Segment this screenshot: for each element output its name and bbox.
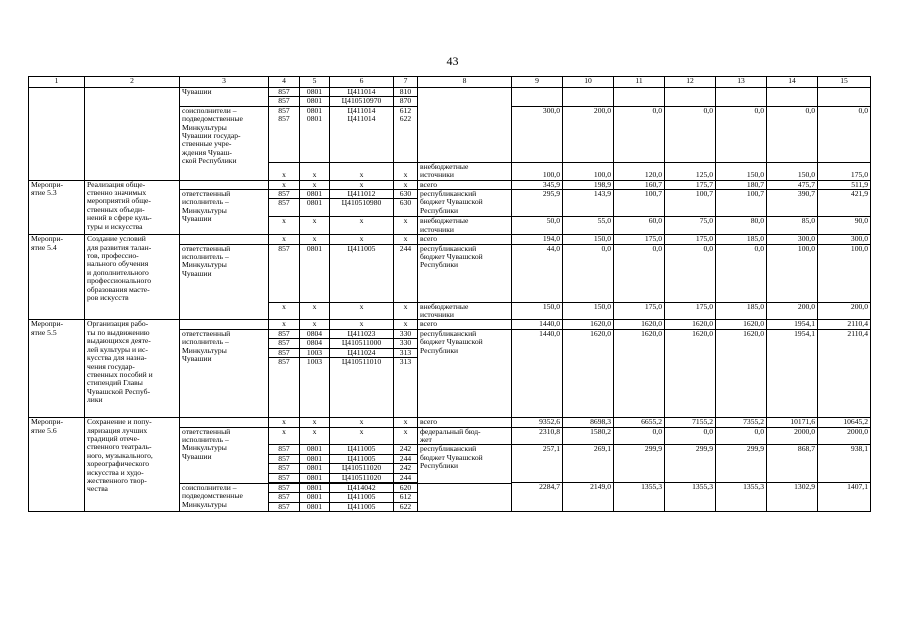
code-line: Ц411014 [347,114,376,124]
value-cell: 2110,4 [818,320,871,329]
grbs-code: x [269,217,300,235]
value-cell: 175,0 [665,235,716,244]
value-cell [767,88,818,107]
value-cell [614,88,665,107]
value-cell: 160,7 [614,180,665,189]
value-cell: 300,0 [767,235,818,244]
target-item-code: Ц410510980 [330,199,394,217]
code-line: 0801 [306,106,323,115]
column-header: 7 [394,77,418,88]
column-header: 14 [767,77,818,88]
expense-type-code: 242 [394,445,418,454]
section-code: 0804 [300,339,330,348]
value-cell: 75,0 [665,217,716,235]
executor-cell: Чувашии [180,88,269,107]
value-cell: 868,7 [767,445,818,483]
value-cell: 100,0 [563,162,614,180]
value-cell: 0,0 [665,244,716,302]
grbs-code: 857 [269,339,300,348]
expense-type-code: 244 [394,454,418,463]
section-code: 0801 [300,445,330,454]
value-cell: 200,0 [563,106,614,162]
grbs-code: 857 [269,88,300,97]
value-cell: 2000,0 [767,427,818,445]
value-cell: 8698,3 [563,418,614,427]
column-header: 12 [665,77,716,88]
expense-type-code: 620 [394,483,418,492]
value-cell: 1355,3 [665,482,716,511]
executor-cell [180,320,269,329]
source-cell: всего [418,418,512,427]
target-item-code: x [330,302,394,320]
expense-type-code: x [394,427,418,445]
source-cell [418,88,512,163]
target-item-code: Ц410511020 [330,473,394,482]
value-cell: 1620,0 [563,320,614,329]
value-cell: 1355,3 [716,482,767,511]
value-cell: 475,7 [767,180,818,189]
column-header: 10 [563,77,614,88]
value-cell [665,88,716,107]
table-row [29,418,871,427]
budget-table [28,76,871,512]
section-code: 0801 [300,483,330,492]
value-cell [818,88,871,107]
column-header: 5 [300,77,330,88]
column-header: 4 [269,77,300,88]
grbs-code: 857 [269,493,300,502]
section-code: x [300,162,330,180]
value-cell: 150,0 [767,162,818,180]
value-cell: 125,0 [665,162,716,180]
value-cell: 0,0 [767,106,818,162]
source-cell: внебюджетные источники [418,302,512,320]
expense-type-code: 810 [394,88,418,97]
value-cell: 390,7 [767,190,818,217]
activity-id-cell: Меропри- ятие 5.3 [29,180,85,235]
expense-type-code: 330 [394,339,418,348]
value-cell: 257,1 [512,445,563,483]
target-item-code: x [330,418,394,427]
source-cell: всего [418,320,512,329]
value-cell: 0,0 [716,106,767,162]
grbs-code: 857 [269,445,300,454]
target-item-code: Ц414042 [330,483,394,492]
value-cell: 85,0 [767,217,818,235]
grbs-code: 857 [269,329,300,338]
table-row [29,320,871,329]
executor-cell: ответственный исполнитель – Минкультуры Чувашии [180,190,269,235]
section-code: x [300,427,330,445]
value-cell: 299,9 [716,445,767,483]
value-cell: 0,0 [818,106,871,162]
value-cell: 50,0 [512,217,563,235]
grbs-code: 857 [269,358,300,418]
section-code: x [300,302,330,320]
value-cell: 175,0 [614,235,665,244]
value-cell: 150,0 [716,162,767,180]
value-cell: 0,0 [614,244,665,302]
target-item-code: Ц410511000 [330,339,394,348]
value-cell: 2110,4 [818,329,871,417]
expense-type-code: x [394,217,418,235]
grbs-code: 857 [269,190,300,199]
grbs-code [269,106,300,162]
expense-type-code: 313 [394,348,418,357]
table-row [29,88,871,97]
value-cell: 100,7 [665,190,716,217]
value-cell: 150,0 [563,235,614,244]
value-cell: 0,0 [614,427,665,445]
value-cell: 1620,0 [716,329,767,417]
value-cell: 100,0 [818,244,871,302]
value-cell: 200,0 [767,302,818,320]
value-cell: 200,0 [818,302,871,320]
value-cell: 90,0 [818,217,871,235]
expense-type-code: x [394,302,418,320]
source-cell: республиканский бюджет Чувашской Республики [418,190,512,217]
value-cell: 1440,0 [512,320,563,329]
section-code: x [300,418,330,427]
target-item-code: Ц410511020 [330,464,394,473]
value-cell: 295,9 [512,190,563,217]
activity-id-cell: Меропри- ятие 5.4 [29,235,85,320]
executor-cell: ответственный исполнитель – Минкультуры Чувашии [180,244,269,320]
expense-type-code: x [394,180,418,189]
value-cell: 198,9 [563,180,614,189]
target-item-code: Ц411005 [330,454,394,463]
expense-type-code: 244 [394,473,418,482]
grbs-code: 857 [269,199,300,217]
grbs-code: x [269,180,300,189]
value-cell: 2310,8 [512,427,563,445]
expense-type-code: x [394,235,418,244]
target-item-code: Ц411005 [330,244,394,302]
value-cell: 175,0 [665,302,716,320]
executor-cell: ответственный исполнитель – Минкультуры Чувашии [180,329,269,417]
grbs-code: 857 [269,244,300,302]
value-cell: 175,7 [665,180,716,189]
value-cell: 80,0 [716,217,767,235]
section-code: 0801 [300,502,330,511]
header-row [29,77,871,88]
expense-type-code: 313 [394,358,418,418]
source-cell: республиканский бюджет Чувашской Республики [418,329,512,417]
source-cell: федеральный бюд- жет [418,427,512,445]
value-cell: 0,0 [614,106,665,162]
value-cell: 185,0 [716,235,767,244]
value-cell: 0,0 [665,427,716,445]
grbs-code: x [269,320,300,329]
section-code: 0801 [300,199,330,217]
target-item-code: x [330,217,394,235]
grbs-code: x [269,418,300,427]
code-line: 0801 [306,114,323,124]
value-cell: 100,0 [512,162,563,180]
code-line: Ц411014 [347,106,376,115]
executor-cell: ответственный исполнитель – Минкультуры Чувашии [180,427,269,483]
expense-type-code: 630 [394,190,418,199]
value-cell: 100,7 [716,190,767,217]
value-cell: 1580,2 [563,427,614,445]
value-cell: 2284,7 [512,482,563,511]
value-cell: 150,0 [512,302,563,320]
value-cell [563,88,614,107]
grbs-code: 857 [269,97,300,106]
expense-type-code: 630 [394,199,418,217]
section-code: 0801 [300,244,330,302]
grbs-code: 857 [269,483,300,492]
column-header: 9 [512,77,563,88]
value-cell: 1407,1 [818,482,871,511]
section-code [300,106,330,162]
column-header: 3 [180,77,269,88]
column-header: 11 [614,77,665,88]
value-cell: 1954,1 [767,320,818,329]
page-number: 43 [446,54,459,68]
code-line: 857 [278,106,290,115]
section-code: 0801 [300,97,330,106]
section-code: x [300,180,330,189]
expense-type-code: x [394,162,418,180]
section-code: 0801 [300,464,330,473]
value-cell: 2149,0 [563,482,614,511]
target-item-code: Ц410511010 [330,358,394,418]
column-header: 15 [818,77,871,88]
source-cell [418,483,512,511]
value-cell: 1620,0 [665,320,716,329]
value-cell: 7155,2 [665,418,716,427]
value-cell: 300,0 [512,106,563,162]
value-cell: 1620,0 [614,320,665,329]
section-code: 0801 [300,88,330,97]
value-cell: 0,0 [716,427,767,445]
value-cell [716,88,767,107]
source-cell: внебюджетные источники [418,217,512,235]
section-code: x [300,235,330,244]
source-cell: республиканский бюджет Чувашской Республики [418,244,512,302]
value-cell: 143,9 [563,190,614,217]
value-cell: 1620,0 [665,329,716,417]
column-header: 8 [418,77,512,88]
grbs-code: x [269,302,300,320]
value-cell: 0,0 [716,244,767,302]
table-row [29,235,871,244]
target-item-code [330,106,394,162]
activity-name-cell: Реализация обще- ственно значимых мероприятий обще- ственных объеди- нений в сфере куль- туры и искусства [85,180,180,235]
value-cell: 100,7 [614,190,665,217]
value-cell: 345,9 [512,180,563,189]
value-cell: 6655,2 [614,418,665,427]
value-cell: 1620,0 [614,329,665,417]
grbs-code: 857 [269,464,300,473]
activity-name-cell: Организация рабо- ты по выдвижению выдающихся деяте- лей культуры и ис- кусства для назна- чения государ- ственных пособий и стипендий Главы Чувашской Респуб- лики [85,320,180,418]
expense-type-code: 244 [394,244,418,302]
executor-cell [180,235,269,244]
section-code: 0801 [300,473,330,482]
value-cell: 175,0 [614,302,665,320]
value-cell: 100,0 [767,244,818,302]
value-cell: 1440,0 [512,329,563,417]
code-line: 857 [278,114,290,124]
value-cell: 175,0 [818,162,871,180]
value-cell: 300,0 [818,235,871,244]
executor-cell: соисполнители – подведомственные Минкультуры Чувашии государ- ственные учре- ждения Чуваш- ской Республики [180,106,269,180]
value-cell: 60,0 [614,217,665,235]
value-cell: 511,9 [818,180,871,189]
column-header: 13 [716,77,767,88]
value-cell: 180,7 [716,180,767,189]
code-line: 612 [399,106,412,115]
target-item-code: Ц411012 [330,190,394,199]
expense-type-code: x [394,418,418,427]
executor-cell [180,418,269,427]
column-header: 1 [29,77,85,88]
target-item-code: Ц411024 [330,348,394,357]
source-cell: внебюджетные источники [418,162,512,180]
value-cell: 1620,0 [716,320,767,329]
section-code: 1003 [300,358,330,418]
value-cell: 1620,0 [563,329,614,417]
expense-type-code: 870 [394,97,418,106]
value-cell: 269,1 [563,445,614,483]
expense-type-code: x [394,320,418,329]
target-item-code: Ц411023 [330,329,394,338]
section-code: 0801 [300,454,330,463]
executor-cell [180,180,269,189]
grbs-code: 857 [269,473,300,482]
value-cell: 10645,2 [818,418,871,427]
source-cell: всего [418,235,512,244]
value-cell: 2000,0 [818,427,871,445]
target-item-code: Ц411005 [330,493,394,502]
grbs-code: 857 [269,502,300,511]
value-cell: 299,9 [665,445,716,483]
target-item-code: Ц411005 [330,445,394,454]
target-item-code: Ц411005 [330,502,394,511]
value-cell: 938,1 [818,445,871,483]
value-cell: 1302,9 [767,482,818,511]
expense-type-code: 622 [394,502,418,511]
grbs-code: 857 [269,348,300,357]
activity-id-cell [29,88,85,181]
activity-name-cell [85,88,180,181]
value-cell: 9352,6 [512,418,563,427]
table-row [29,180,871,189]
target-item-code: Ц410510970 [330,97,394,106]
source-cell: всего [418,180,512,189]
coexecutor-cell: соисполнители – подведомственные Минкультуры [180,483,269,511]
expense-type-code: 242 [394,464,418,473]
expense-type-code [394,106,418,162]
value-cell: 10171,6 [767,418,818,427]
activity-name-cell: Создание условий для развития талан- тов, профессио- нального обучения и дополнительного профессионального образования масте- ров искусств [85,235,180,320]
value-cell: 194,0 [512,235,563,244]
value-cell: 55,0 [563,217,614,235]
value-cell [512,88,563,107]
value-cell: 0,0 [563,244,614,302]
value-cell: 1954,1 [767,329,818,417]
expense-type-code: 330 [394,329,418,338]
target-item-code: x [330,180,394,189]
grbs-code: x [269,427,300,445]
code-line: 622 [399,114,412,124]
value-cell: 44,0 [512,244,563,302]
value-cell: 1355,3 [614,482,665,511]
section-code: x [300,320,330,329]
grbs-code: x [269,235,300,244]
target-item-code: x [330,235,394,244]
column-header: 6 [330,77,394,88]
value-cell: 120,0 [614,162,665,180]
value-cell: 150,0 [563,302,614,320]
activity-id-cell: Меропри- ятие 5.6 [29,418,85,512]
target-item-code: x [330,427,394,445]
activity-id-cell: Меропри- ятие 5.5 [29,320,85,418]
section-code: 1003 [300,348,330,357]
value-cell: 185,0 [716,302,767,320]
grbs-code: x [269,162,300,180]
value-cell: 7355,2 [716,418,767,427]
target-item-code: x [330,162,394,180]
section-code: 0801 [300,493,330,502]
section-code: x [300,217,330,235]
section-code: 0804 [300,329,330,338]
section-code: 0801 [300,190,330,199]
target-item-code: x [330,320,394,329]
expense-type-code: 612 [394,493,418,502]
column-header: 2 [85,77,180,88]
value-cell: 0,0 [665,106,716,162]
value-cell: 421,9 [818,190,871,217]
source-cell: республиканский бюджет Чувашской Республики [418,445,512,484]
target-item-code: Ц411014 [330,88,394,97]
value-cell: 299,9 [614,445,665,483]
grbs-code: 857 [269,454,300,463]
activity-name-cell: Сохранение и попу- ляризация лучших традиций отече- ственного театраль- ного, музыкального, хореографического искусства и худо- жественного твор- чества [85,418,180,512]
